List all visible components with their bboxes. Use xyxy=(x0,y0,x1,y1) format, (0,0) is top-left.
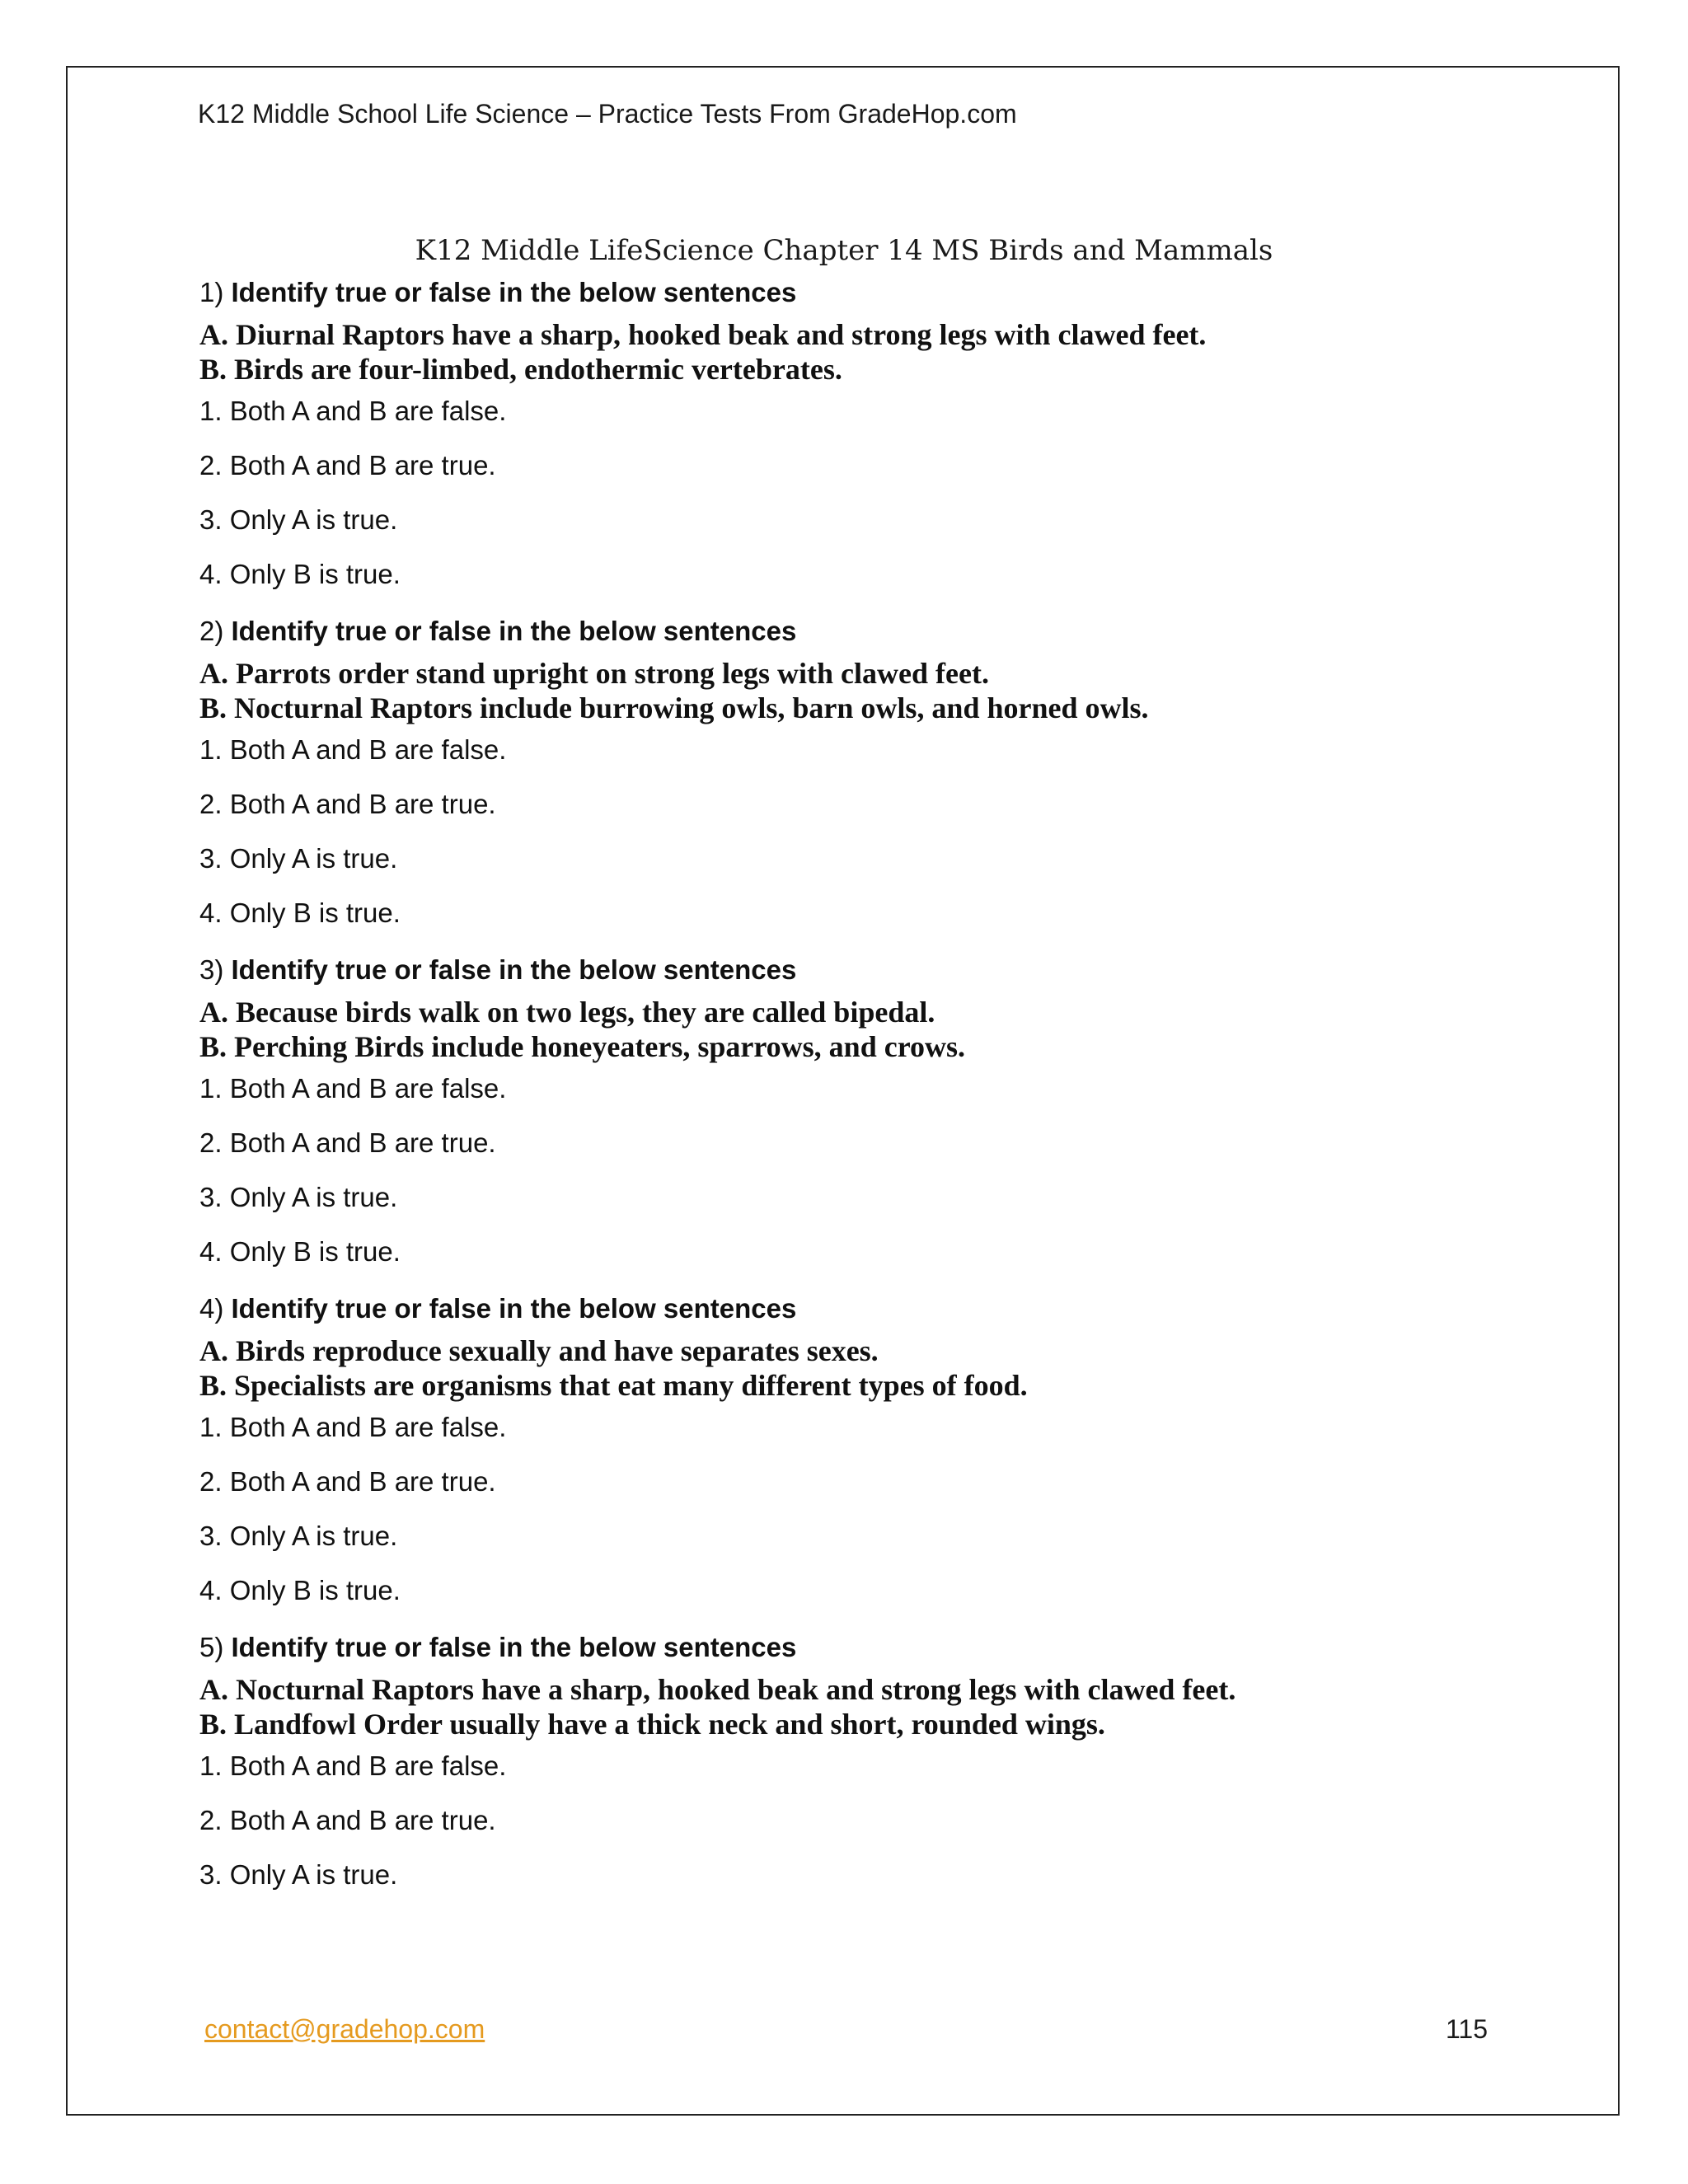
answer-option: 1. Both A and B are false. xyxy=(199,734,507,765)
answer-option: 2. Both A and B are true. xyxy=(199,1127,496,1158)
answer-option: 1. Both A and B are false. xyxy=(199,396,507,426)
question-number: 4) xyxy=(199,1293,224,1324)
answer-option: 1. Both A and B are false. xyxy=(199,1412,507,1442)
answer-option: 2. Both A and B are true. xyxy=(199,450,496,480)
answer-option: 3. Only A is true. xyxy=(199,504,398,535)
document-title: K12 Middle LifeScience Chapter 14 MS Birds and Mammals xyxy=(415,234,1273,267)
question-heading xyxy=(199,952,1551,988)
page-number: 115 xyxy=(1446,2014,1489,2044)
question-heading xyxy=(199,1629,1551,1666)
statement-a: A. Parrots order stand upright on strong legs with clawed feet. xyxy=(199,657,989,690)
question-heading xyxy=(199,1291,1551,1327)
answer-option: 3. Only A is true. xyxy=(199,1182,398,1212)
question-number: 2) xyxy=(199,616,224,646)
question-5 xyxy=(199,1629,1551,1893)
question-3 xyxy=(199,952,1551,1270)
question-number: 1) xyxy=(199,277,224,307)
question-number: 5) xyxy=(199,1632,224,1662)
statement-b: B. Nocturnal Raptors include burrowing owls, barn owls, and horned owls. xyxy=(199,691,1149,724)
statement-b: B. Perching Birds include honeyeaters, sparrows, and crows. xyxy=(199,1030,966,1063)
answer-option: 4. Only B is true. xyxy=(199,1236,401,1267)
question-heading xyxy=(199,274,1551,311)
answer-option: 3. Only A is true. xyxy=(199,1521,398,1551)
answer-option: 2. Both A and B are true. xyxy=(199,1466,496,1497)
statement-b: B. Birds are four-limbed, endothermic vertebrates. xyxy=(199,353,842,386)
answer-option: 4. Only B is true. xyxy=(199,559,401,589)
question-prompt: Identify true or false in the below sentences xyxy=(231,1293,797,1324)
question-number: 3) xyxy=(199,954,224,985)
statement-a: A. Birds reproduce sexually and have separates sexes. xyxy=(199,1334,879,1367)
question-prompt: Identify true or false in the below sentences xyxy=(231,616,797,646)
question-heading xyxy=(199,613,1551,649)
statement-b: B. Landfowl Order usually have a thick neck and short, rounded wings. xyxy=(199,1708,1105,1741)
answer-option: 4. Only B is true. xyxy=(199,1575,401,1605)
answer-option: 2. Both A and B are true. xyxy=(199,789,496,819)
contact-email-link[interactable]: contact@gradehop.com xyxy=(204,2014,485,2044)
statement-a: A. Diurnal Raptors have a sharp, hooked beak and strong legs with clawed feet. xyxy=(199,318,1207,351)
answer-option: 4. Only B is true. xyxy=(199,898,401,928)
answer-option: 3. Only A is true. xyxy=(199,843,398,874)
question-prompt: Identify true or false in the below sentences xyxy=(231,277,797,307)
questions-list xyxy=(199,274,1551,1893)
answer-option: 1. Both A and B are false. xyxy=(199,1073,507,1104)
running-header: K12 Middle School Life Science – Practice Tests From GradeHop.com xyxy=(198,99,1017,129)
question-4 xyxy=(199,1291,1551,1609)
question-1 xyxy=(199,274,1551,593)
statement-a: A. Because birds walk on two legs, they are called bipedal. xyxy=(199,996,935,1029)
answer-option: 2. Both A and B are true. xyxy=(199,1805,496,1835)
question-prompt: Identify true or false in the below sentences xyxy=(231,954,797,985)
answer-option: 3. Only A is true. xyxy=(199,1859,398,1890)
question-2 xyxy=(199,613,1551,931)
statement-a: A. Nocturnal Raptors have a sharp, hooked beak and strong legs with clawed feet. xyxy=(199,1673,1236,1706)
answer-option: 1. Both A and B are false. xyxy=(199,1750,507,1781)
question-prompt: Identify true or false in the below sentences xyxy=(231,1632,797,1662)
statement-b: B. Specialists are organisms that eat many different types of food. xyxy=(199,1369,1028,1402)
